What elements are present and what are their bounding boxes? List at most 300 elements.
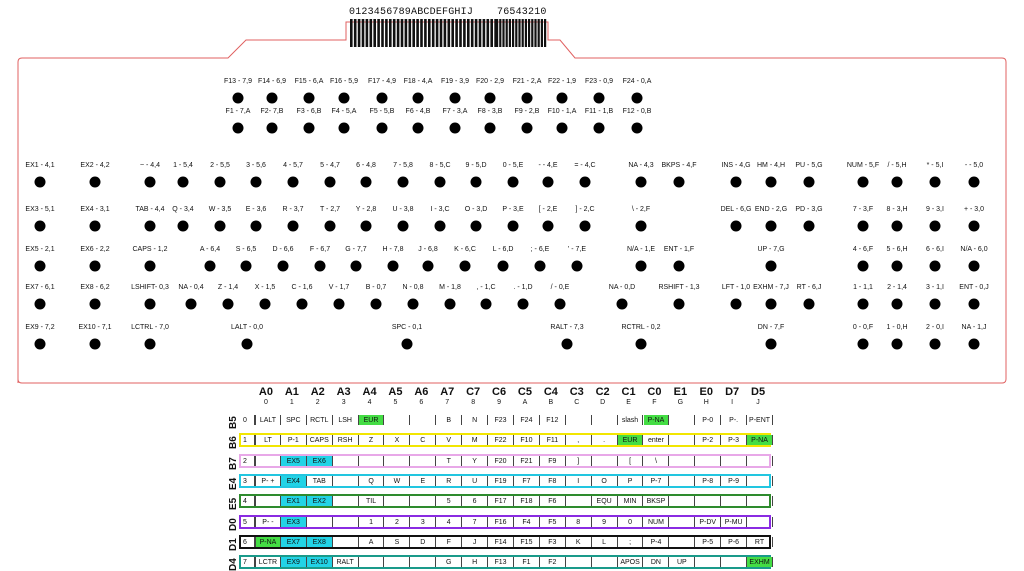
matrix-cell: P-6	[721, 537, 747, 547]
matrix-cell	[566, 415, 592, 425]
matrix-cell	[385, 557, 411, 567]
key-switch-dot	[145, 339, 156, 350]
matrix-cell: W	[385, 476, 411, 486]
key-label: = - 4,C	[574, 162, 596, 169]
key-label: - - 5,0	[964, 162, 984, 169]
key-switch-dot	[632, 93, 643, 104]
key-switch-dot	[145, 177, 156, 188]
key-label: 2 - 0,I	[926, 324, 944, 331]
key-switch-dot	[388, 261, 399, 272]
key-switch-dot	[471, 177, 482, 188]
connector-pin	[354, 19, 357, 47]
key-switch-dot	[460, 261, 471, 272]
key-label: K - 6,C	[454, 246, 476, 253]
key-switch-dot	[562, 339, 573, 350]
key-label: EX7 - 6,1	[25, 284, 55, 291]
connector-pin	[544, 19, 546, 47]
matrix-cell: Z	[359, 435, 385, 445]
key-label: 3 - 5,6	[246, 162, 266, 169]
key-label: RALT - 7,3	[550, 324, 584, 331]
key-label: W - 3,5	[208, 206, 232, 213]
key-label: EX1 - 4,1	[25, 162, 55, 169]
key-switch-dot	[241, 261, 252, 272]
key-label: EX2 - 4,2	[80, 162, 110, 169]
key-label: UP - 7,G	[757, 246, 785, 253]
key-label: F20 - 2,9	[475, 78, 505, 85]
matrix-column-index: G	[677, 399, 684, 406]
matrix-cell: D	[410, 537, 436, 547]
key-switch-dot	[408, 299, 419, 310]
connector-pin	[412, 19, 415, 47]
connector-pin	[512, 19, 514, 47]
matrix-cell: F17	[488, 496, 514, 506]
matrix-cell: F20	[488, 456, 514, 466]
connector-pin	[455, 19, 458, 47]
key-label: EX5 - 2,1	[25, 246, 55, 253]
key-label: 8 - 3,H	[886, 206, 908, 213]
matrix-cell	[721, 456, 747, 466]
key-switch-dot	[930, 177, 941, 188]
key-switch-dot	[251, 221, 262, 232]
matrix-cell: F22	[488, 435, 514, 445]
matrix-cell	[410, 496, 436, 506]
key-label: F21 - 2,A	[512, 78, 542, 85]
key-switch-dot	[288, 177, 299, 188]
key-switch-dot	[892, 221, 903, 232]
key-switch-dot	[930, 261, 941, 272]
key-switch-dot	[242, 339, 253, 350]
connector-pin	[518, 19, 520, 47]
matrix-column-header: A6	[414, 386, 429, 398]
key-switch-dot	[145, 261, 156, 272]
key-label: ' - 7,E	[567, 246, 587, 253]
key-switch-dot	[594, 93, 605, 104]
key-label: 7 - 5,8	[393, 162, 413, 169]
matrix-cell: X	[385, 435, 411, 445]
connector-pin	[479, 19, 482, 47]
matrix-cell: LALT	[255, 415, 281, 425]
key-switch-dot	[471, 221, 482, 232]
key-label: HM - 4,H	[757, 162, 785, 169]
connector-pin	[509, 19, 511, 47]
connector-pin	[471, 19, 474, 47]
key-label: G - 7,7	[345, 246, 367, 253]
matrix-cell: P-NA	[644, 415, 670, 425]
key-label: F7 - 3,A	[442, 108, 468, 115]
key-label: F11 - 1,B	[584, 108, 614, 115]
key-switch-dot	[413, 93, 424, 104]
matrix-column-header: C3	[569, 386, 584, 398]
matrix-row-label: E5	[228, 497, 239, 511]
key-switch-dot	[580, 221, 591, 232]
matrix-column-index: A	[522, 399, 528, 406]
key-switch-dot	[969, 221, 980, 232]
key-switch-dot	[804, 177, 815, 188]
key-label: V - 1,7	[328, 284, 350, 291]
key-label: 9 - 3,I	[926, 206, 944, 213]
matrix-cell: P-7	[644, 476, 670, 486]
matrix-cell: P-NA	[255, 537, 281, 547]
key-label: 4 - 5,7	[283, 162, 303, 169]
matrix-cell	[410, 456, 436, 466]
key-switch-dot	[371, 299, 382, 310]
connector-pin	[444, 19, 447, 47]
matrix-row-label: D1	[228, 538, 239, 551]
key-label: EX4 - 3,1	[80, 206, 110, 213]
key-switch-dot	[481, 299, 492, 310]
key-label: H - 7,8	[382, 246, 404, 253]
key-switch-dot	[636, 177, 647, 188]
matrix-cell: RT	[747, 537, 773, 547]
key-switch-dot	[145, 221, 156, 232]
key-label: 3 - 1,I	[926, 284, 944, 291]
key-switch-dot	[858, 299, 869, 310]
matrix-cell	[669, 517, 695, 527]
key-switch-dot	[892, 261, 903, 272]
matrix-cell	[333, 517, 359, 527]
matrix-cell: P-1	[281, 435, 307, 445]
connector-pin	[538, 19, 540, 47]
key-label: 1 - 1,1	[853, 284, 873, 291]
key-switch-dot	[35, 177, 46, 188]
matrix-row-index: 4	[241, 496, 255, 506]
matrix-cell	[747, 476, 773, 486]
key-switch-dot	[522, 123, 533, 134]
matrix-row-index: 2	[241, 456, 255, 466]
matrix-cell: [	[618, 456, 644, 466]
connector-pin	[451, 19, 454, 47]
matrix-row	[239, 535, 771, 549]
connector-pin-labels-left: 0123456789ABCDEFGHIJ	[349, 7, 474, 18]
matrix-cell: F	[436, 537, 462, 547]
matrix-column-header: C6	[492, 386, 507, 398]
matrix-column-header: C7	[466, 386, 481, 398]
matrix-cell	[669, 435, 695, 445]
matrix-cell: BKSP	[644, 496, 670, 506]
key-label: O - 3,D	[464, 206, 488, 213]
key-switch-dot	[297, 299, 308, 310]
key-switch-dot	[361, 177, 372, 188]
key-label: F10 - 1,A	[547, 108, 577, 115]
matrix-column-index: 9	[497, 399, 501, 406]
matrix-cell: P- +	[255, 476, 281, 486]
matrix-cell	[669, 476, 695, 486]
matrix-column-index: 4	[367, 399, 372, 406]
key-switch-dot	[267, 123, 278, 134]
key-label: RSHIFT - 1,3	[658, 284, 700, 291]
key-switch-dot	[35, 339, 46, 350]
key-label: DEL - 6,G	[720, 206, 752, 213]
key-label: M - 1,8	[439, 284, 461, 291]
key-switch-dot	[377, 93, 388, 104]
key-label: F14 - 6,9	[257, 78, 287, 85]
key-label: U - 3,8	[392, 206, 414, 213]
matrix-row	[239, 515, 771, 529]
key-label: F - 6,7	[309, 246, 331, 253]
matrix-column-index: E	[626, 399, 631, 406]
key-label: C - 1,6	[291, 284, 313, 291]
matrix-cell	[333, 456, 359, 466]
key-label: NUM - 5,F	[846, 162, 880, 169]
key-switch-dot	[674, 261, 685, 272]
key-switch-dot	[315, 261, 326, 272]
matrix-row-index: 1	[241, 435, 255, 445]
key-switch-dot	[435, 177, 446, 188]
matrix-cell: M	[462, 435, 488, 445]
matrix-row-label: D0	[228, 517, 239, 531]
matrix-cell: P-DV	[695, 517, 721, 527]
matrix-cell: LCTR	[255, 557, 281, 567]
matrix-cell: L	[592, 537, 618, 547]
matrix-cell: N	[462, 415, 488, 425]
key-switch-dot	[233, 123, 244, 134]
key-switch-dot	[543, 177, 554, 188]
matrix-cell: F9	[540, 456, 566, 466]
key-label: RT - 6,J	[796, 284, 822, 291]
connector-pin	[401, 19, 404, 47]
key-label: B - 0,7	[365, 284, 387, 291]
matrix-cell: Y	[462, 456, 488, 466]
connector-pin	[377, 19, 380, 47]
matrix-cell: F3	[540, 537, 566, 547]
key-switch-dot	[969, 177, 980, 188]
connector-pin	[487, 19, 490, 47]
key-switch-dot	[178, 221, 189, 232]
matrix-cell	[592, 415, 618, 425]
matrix-cell	[695, 456, 721, 466]
key-switch-dot	[205, 261, 216, 272]
connector-pin	[366, 19, 369, 47]
matrix-column-index: I	[731, 399, 734, 406]
connector-pin	[522, 19, 524, 47]
matrix-cell: F11	[540, 435, 566, 445]
matrix-cell: P-.	[721, 415, 747, 425]
matrix-cell	[747, 496, 773, 506]
key-label: Z - 1,4	[217, 284, 239, 291]
matrix-cell: F1	[514, 557, 540, 567]
connector-pin	[409, 19, 412, 47]
matrix-cell	[333, 496, 359, 506]
key-label: - - 4,E	[538, 162, 558, 169]
matrix-cell	[695, 557, 721, 567]
key-label: LSHIFT- 0,3	[131, 284, 169, 291]
key-switch-dot	[260, 299, 271, 310]
key-switch-dot	[233, 93, 244, 104]
key-label: EX8 - 6,2	[80, 284, 110, 291]
key-label: D - 6,6	[272, 246, 294, 253]
key-label: F18 - 4,A	[403, 78, 433, 85]
matrix-cell: APOS	[618, 557, 644, 567]
matrix-row-index: 3	[241, 476, 255, 486]
key-switch-dot	[178, 177, 189, 188]
connector-pins	[0, 0, 1024, 60]
connector-pin	[515, 19, 517, 47]
key-switch-dot	[223, 299, 234, 310]
matrix-cell	[566, 557, 592, 567]
connector-pin	[424, 19, 427, 47]
key-label: 7 - 3,F	[852, 206, 874, 213]
key-label: . - 1,D	[513, 284, 533, 291]
key-label: 6 - 6,I	[926, 246, 944, 253]
key-switch-dot	[485, 123, 496, 134]
key-label: CAPS - 1,2	[132, 246, 168, 253]
matrix-cell: Q	[359, 476, 385, 486]
connector-pin	[490, 19, 493, 47]
key-switch-dot	[304, 123, 315, 134]
key-switch-dot	[674, 177, 685, 188]
matrix-cell: F12	[540, 415, 566, 425]
matrix-cell: U	[462, 476, 488, 486]
matrix-cell: EX8	[307, 537, 333, 547]
key-switch-dot	[339, 93, 350, 104]
matrix-cell: F5	[540, 517, 566, 527]
matrix-cell: EX10	[307, 557, 333, 567]
matrix-cell: CAPS	[307, 435, 333, 445]
matrix-column-header: A3	[336, 386, 351, 398]
key-switch-dot	[522, 93, 533, 104]
key-label: P - 3,E	[502, 206, 524, 213]
matrix-column-index: 5	[393, 399, 398, 406]
matrix-cell: 5	[436, 496, 462, 506]
key-switch-dot	[398, 177, 409, 188]
key-label: 2 - 5,5	[210, 162, 230, 169]
matrix-cell	[359, 456, 385, 466]
key-switch-dot	[90, 177, 101, 188]
matrix-cell: P-0	[695, 415, 721, 425]
key-switch-dot	[186, 299, 197, 310]
key-label: * - 5,I	[926, 162, 944, 169]
connector-pin	[463, 19, 466, 47]
matrix-cell: F10	[514, 435, 540, 445]
key-switch-dot	[215, 221, 226, 232]
key-switch-dot	[804, 299, 815, 310]
matrix-cell: enter	[644, 435, 670, 445]
key-label: 2 - 1,4	[887, 284, 907, 291]
connector-pin	[397, 19, 400, 47]
matrix-cell	[385, 415, 411, 425]
key-label: + - 3,0	[963, 206, 985, 213]
matrix-cell: ,	[566, 435, 592, 445]
key-label: F8 - 3,B	[477, 108, 503, 115]
matrix-row-index: 0	[241, 415, 255, 425]
matrix-cell: RSH	[333, 435, 359, 445]
connector-pin	[350, 19, 353, 47]
connector-pin	[432, 19, 435, 47]
matrix-cell: P-5	[695, 537, 721, 547]
matrix-column-index: F	[652, 399, 657, 406]
matrix-cell: J	[462, 537, 488, 547]
key-label: F4 - 5,A	[331, 108, 357, 115]
matrix-cell: EUR	[359, 415, 385, 425]
key-label: Q - 3,4	[172, 206, 194, 213]
key-label: SPC - 0,1	[391, 324, 423, 331]
matrix-column-header: A1	[284, 386, 299, 398]
key-label: NA - 1,J	[961, 324, 987, 331]
key-label: NA - 0,D	[608, 284, 636, 291]
key-switch-dot	[215, 177, 226, 188]
matrix-cell: P-ENT	[747, 415, 773, 425]
key-label: EXHM - 7,J	[753, 284, 789, 291]
key-label: F22 - 1,9	[547, 78, 577, 85]
connector-pin	[381, 19, 384, 47]
connector-pin	[362, 19, 365, 47]
key-switch-dot	[766, 221, 777, 232]
matrix-cell: LT	[255, 435, 281, 445]
matrix-cell: F24	[514, 415, 540, 425]
matrix-cell: F8	[540, 476, 566, 486]
connector-pin-labels-right: 76543210	[497, 7, 547, 18]
matrix-cell: A	[359, 537, 385, 547]
matrix-cell	[669, 456, 695, 466]
matrix-cell	[721, 557, 747, 567]
connector-pin	[531, 19, 533, 47]
connector-pin	[525, 19, 527, 47]
key-label: LALT - 0,0	[230, 324, 264, 331]
key-label: EX10 - 7,1	[78, 324, 112, 331]
key-switch-dot	[339, 123, 350, 134]
connector-pin	[370, 19, 373, 47]
key-label: N/A - 6,0	[960, 246, 988, 253]
key-matrix-table	[226, 386, 778, 570]
key-switch-dot	[267, 93, 278, 104]
key-label: 1 - 5,4	[173, 162, 193, 169]
key-switch-dot	[90, 339, 101, 350]
key-label: ~ - 4,4	[139, 162, 161, 169]
key-label: 1 - 0,H	[886, 324, 908, 331]
key-label: 6 - 4,8	[356, 162, 376, 169]
key-switch-dot	[580, 177, 591, 188]
matrix-column-index: 1	[289, 399, 294, 406]
key-label: Y - 2,8	[355, 206, 377, 213]
key-switch-dot	[766, 339, 777, 350]
connector-pin	[389, 19, 392, 47]
key-switch-dot	[766, 177, 777, 188]
key-label: F13 - 7,9	[223, 78, 253, 85]
key-label: EX9 - 7,2	[25, 324, 55, 331]
connector-pin	[440, 19, 443, 47]
matrix-cell: F6	[540, 496, 566, 506]
matrix-row-label: B6	[228, 436, 239, 450]
key-switch-dot	[969, 339, 980, 350]
matrix-row	[239, 494, 771, 508]
key-label: LCTRL - 7,0	[131, 324, 169, 331]
key-label: N/A - 1,E	[626, 246, 656, 253]
matrix-cell: P- -	[255, 517, 281, 527]
key-label: F17 - 4,9	[367, 78, 397, 85]
key-switch-dot	[930, 221, 941, 232]
key-switch-dot	[423, 261, 434, 272]
key-switch-dot	[555, 299, 566, 310]
key-label: 0 - 0,F	[852, 324, 874, 331]
key-label: R - 3,7	[282, 206, 304, 213]
connector-pin	[483, 19, 486, 47]
connector-pin	[496, 19, 498, 47]
key-label: , - 1,C	[476, 284, 496, 291]
matrix-cell: .	[592, 435, 618, 445]
key-switch-dot	[731, 221, 742, 232]
key-switch-dot	[35, 221, 46, 232]
matrix-row	[239, 555, 771, 569]
key-switch-dot	[557, 123, 568, 134]
matrix-cell: EQU	[592, 496, 618, 506]
matrix-cell	[669, 537, 695, 547]
matrix-cell: EX4	[281, 476, 307, 486]
matrix-column-header: E1	[673, 386, 688, 398]
matrix-cell: F18	[514, 496, 540, 506]
matrix-cell: F4	[514, 517, 540, 527]
matrix-cell: 3	[410, 517, 436, 527]
matrix-column-index: J	[756, 399, 760, 406]
